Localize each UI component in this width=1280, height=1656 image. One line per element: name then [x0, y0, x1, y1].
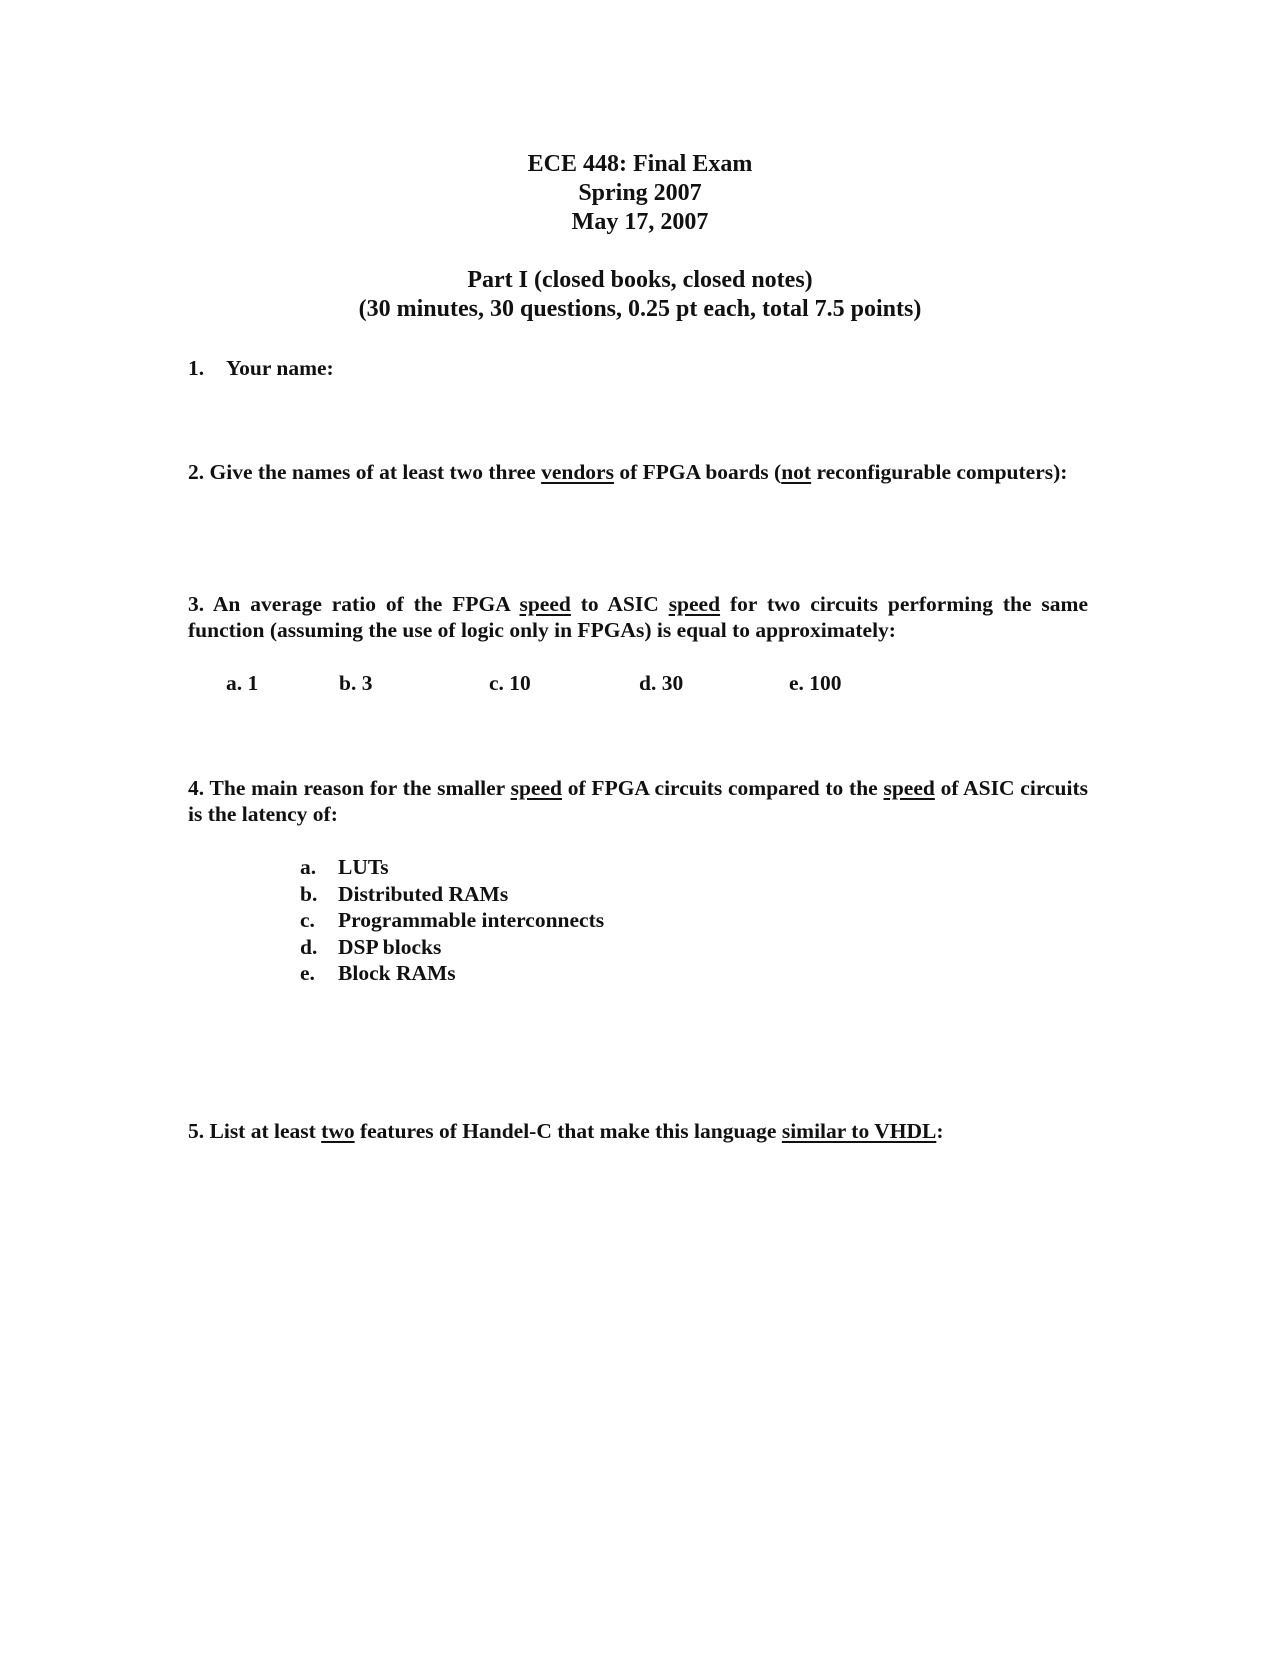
exam-term: Spring 2007: [578, 180, 702, 206]
q2-text-2: of FPGA boards (: [613, 460, 782, 484]
q3-choice-b: b. 3: [339, 671, 373, 695]
q5-text-3: :: [936, 1119, 944, 1143]
q4-text-1: 4. The main reason for the smaller: [188, 776, 511, 800]
part-header: [0, 266, 1280, 324]
q4-option-a: [300, 854, 604, 881]
q4-underlined-speed-2: speed: [883, 776, 935, 800]
question-text: Your name:: [226, 356, 334, 380]
option-text: DSP blocks: [338, 934, 442, 959]
option-text: Distributed RAMs: [338, 881, 509, 906]
q5-text-2: features of Handel-C that make this language: [354, 1119, 782, 1143]
q3-text-2: to ASIC: [570, 592, 669, 616]
course-title: ECE 448: Final Exam: [527, 151, 753, 177]
option-text: Block RAMs: [338, 961, 456, 985]
q3-text-1: 3. An average ratio of the FPGA: [188, 592, 520, 616]
q2-text-1: 2. Give the names of at least two three: [188, 460, 542, 484]
question-1: [188, 355, 1088, 381]
q5-underlined-two: two: [321, 1119, 355, 1143]
q3-underlined-speed-1: speed: [519, 592, 571, 616]
q2-text-3: reconfigurable computers):: [811, 460, 1068, 484]
option-letter: c.: [300, 908, 315, 932]
option-letter: b.: [300, 881, 318, 906]
q2-underlined-not: not: [781, 460, 812, 484]
part-title: Part I (closed books, closed notes): [467, 267, 813, 293]
option-text: LUTs: [338, 855, 389, 879]
q3-choice-d: d. 30: [639, 671, 684, 695]
q4-text-3: of ASIC circuits is the latency of:: [188, 776, 1088, 826]
q4-text-2: of FPGA circuits compared to the: [561, 776, 884, 800]
q3-underlined-speed-2: speed: [668, 592, 721, 616]
q4-option-b: [300, 881, 604, 908]
question-number: 1.: [188, 356, 205, 380]
question-5: [188, 1118, 1088, 1144]
q4-option-e: [300, 960, 604, 987]
question-3: [188, 591, 1088, 643]
question-2: [188, 459, 1088, 485]
option-letter: a.: [300, 855, 317, 879]
question-4: [188, 775, 1088, 827]
exam-header: [0, 150, 1280, 237]
part-details: (30 minutes, 30 questions, 0.25 pt each, total 7.5 points): [358, 296, 922, 322]
option-letter: d.: [300, 934, 318, 959]
option-text: Programmable interconnects: [338, 908, 605, 932]
q2-underlined-vendors: vendors: [541, 460, 614, 484]
q4-options: [300, 854, 604, 987]
option-letter: e.: [300, 961, 315, 985]
q4-underlined-speed-1: speed: [510, 776, 562, 800]
q3-text-3: for two circuits performing the same function (assuming the use of logic only in FPGAs) is equal to approximately:: [188, 592, 1088, 642]
q4-option-d: [300, 934, 604, 961]
q3-choice-a: a. 1: [226, 671, 259, 695]
q5-underlined-similar-to-vhdl: similar to VHDL: [781, 1119, 937, 1143]
exam-date: May 17, 2007: [571, 209, 709, 235]
q3-choice-c: c. 10: [489, 671, 531, 695]
q4-option-c: [300, 907, 604, 934]
q5-text-1: 5. List at least: [188, 1119, 322, 1143]
q3-choice-e: e. 100: [789, 671, 842, 695]
